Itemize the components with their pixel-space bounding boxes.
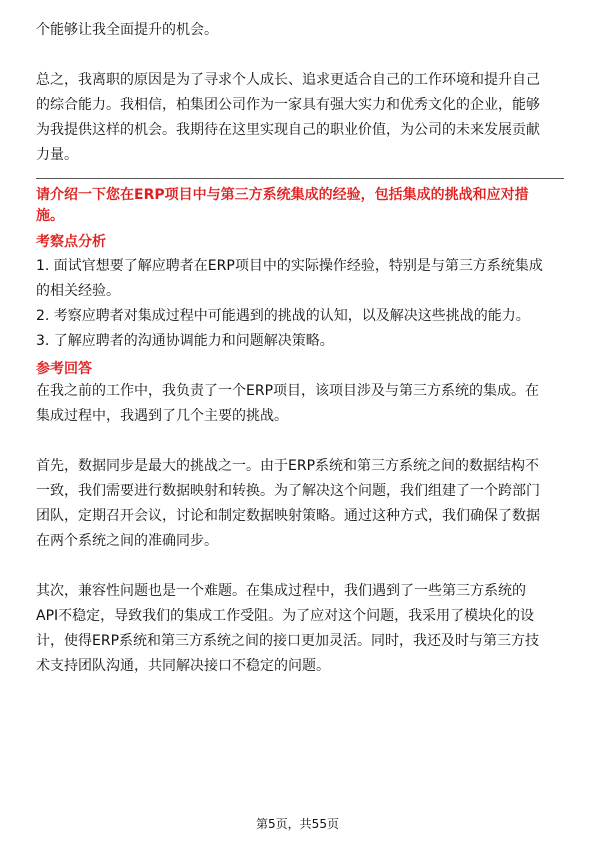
- analysis-line: 1. 面试官想要了解应聘者在ERP项目中的实际操作经验，特别是与第三方系统集成: [36, 258, 543, 274]
- answer-line: 在我之前的工作中，我负责了一个ERP项目，该项目涉及与第三方系统的集成。在: [36, 383, 540, 399]
- answer-line: 一致，我们需要进行数据映射和转换。为了解决这个问题，我们组建了一个跨部门: [36, 483, 540, 499]
- question-title: [36, 185, 564, 227]
- conclusion-line: 力量。: [36, 147, 78, 163]
- answer-line: 术支持团队沟通，共同解决接口不稳定的问题。: [36, 658, 330, 674]
- conclusion-line: 的综合能力。我相信，柏集团公司作为一家具有强大实力和优秀文化的企业，能够: [36, 97, 540, 113]
- page-content: [36, 18, 564, 679]
- answer-line: 计，使得ERP系统和第三方系统之间的接口更加灵活。同时，我还及时与第三方技: [36, 633, 540, 649]
- analysis-line: 的相关经验。: [36, 283, 120, 299]
- section-divider: [36, 178, 564, 179]
- analysis-list: [36, 254, 564, 354]
- conclusion-paragraph: [36, 68, 564, 168]
- answer-line: 首先，数据同步是最大的挑战之一。由于ERP系统和第三方系统之间的数据结构不: [36, 458, 540, 474]
- answer-paragraph-3: [36, 579, 564, 679]
- question-line: 施。: [36, 208, 64, 224]
- conclusion-line: 总之，我离职的原因是为了寻求个人成长、追求更适合自己的工作环境和提升自己: [36, 72, 540, 88]
- answer-line: 集成过程中，我遇到了几个主要的挑战。: [36, 408, 288, 424]
- analysis-item-2: [36, 304, 564, 329]
- analysis-heading: 考察点分析: [36, 234, 106, 250]
- analysis-line: 2. 考察应聘者对集成过程中可能遇到的挑战的认知，以及解决这些挑战的能力。: [36, 308, 530, 324]
- answer-line: 在两个系统之间的准确同步。: [36, 533, 218, 549]
- analysis-item-3: [36, 329, 564, 354]
- intro-continuation: 个能够让我全面提升的机会。: [36, 22, 218, 38]
- analysis-item-1: [36, 254, 564, 304]
- conclusion-line: 为我提供这样的机会。我期待在这里实现自己的职业价值，为公司的未来发展贡献: [36, 122, 540, 138]
- answer-paragraph-1: [36, 379, 564, 429]
- answer-paragraph-2: [36, 454, 564, 554]
- answer-line: API不稳定，导致我们的集成工作受阻。为了应对这个问题，我采用了模块化的设: [36, 608, 535, 624]
- answer-heading: 参考回答: [36, 361, 92, 377]
- answer-line: 团队，定期召开会议，讨论和制定数据映射策略。通过这种方式，我们确保了数据: [36, 508, 540, 524]
- analysis-line: 3. 了解应聘者的沟通协调能力和问题解决策略。: [36, 333, 334, 349]
- answer-line: 其次，兼容性问题也是一个难题。在集成过程中，我们遇到了一些第三方系统的: [36, 583, 526, 599]
- page-number: 第5页，共55页: [256, 817, 339, 831]
- question-line: 请介绍一下您在ERP项目中与第三方系统集成的经验，包括集成的挑战和应对措: [36, 187, 529, 203]
